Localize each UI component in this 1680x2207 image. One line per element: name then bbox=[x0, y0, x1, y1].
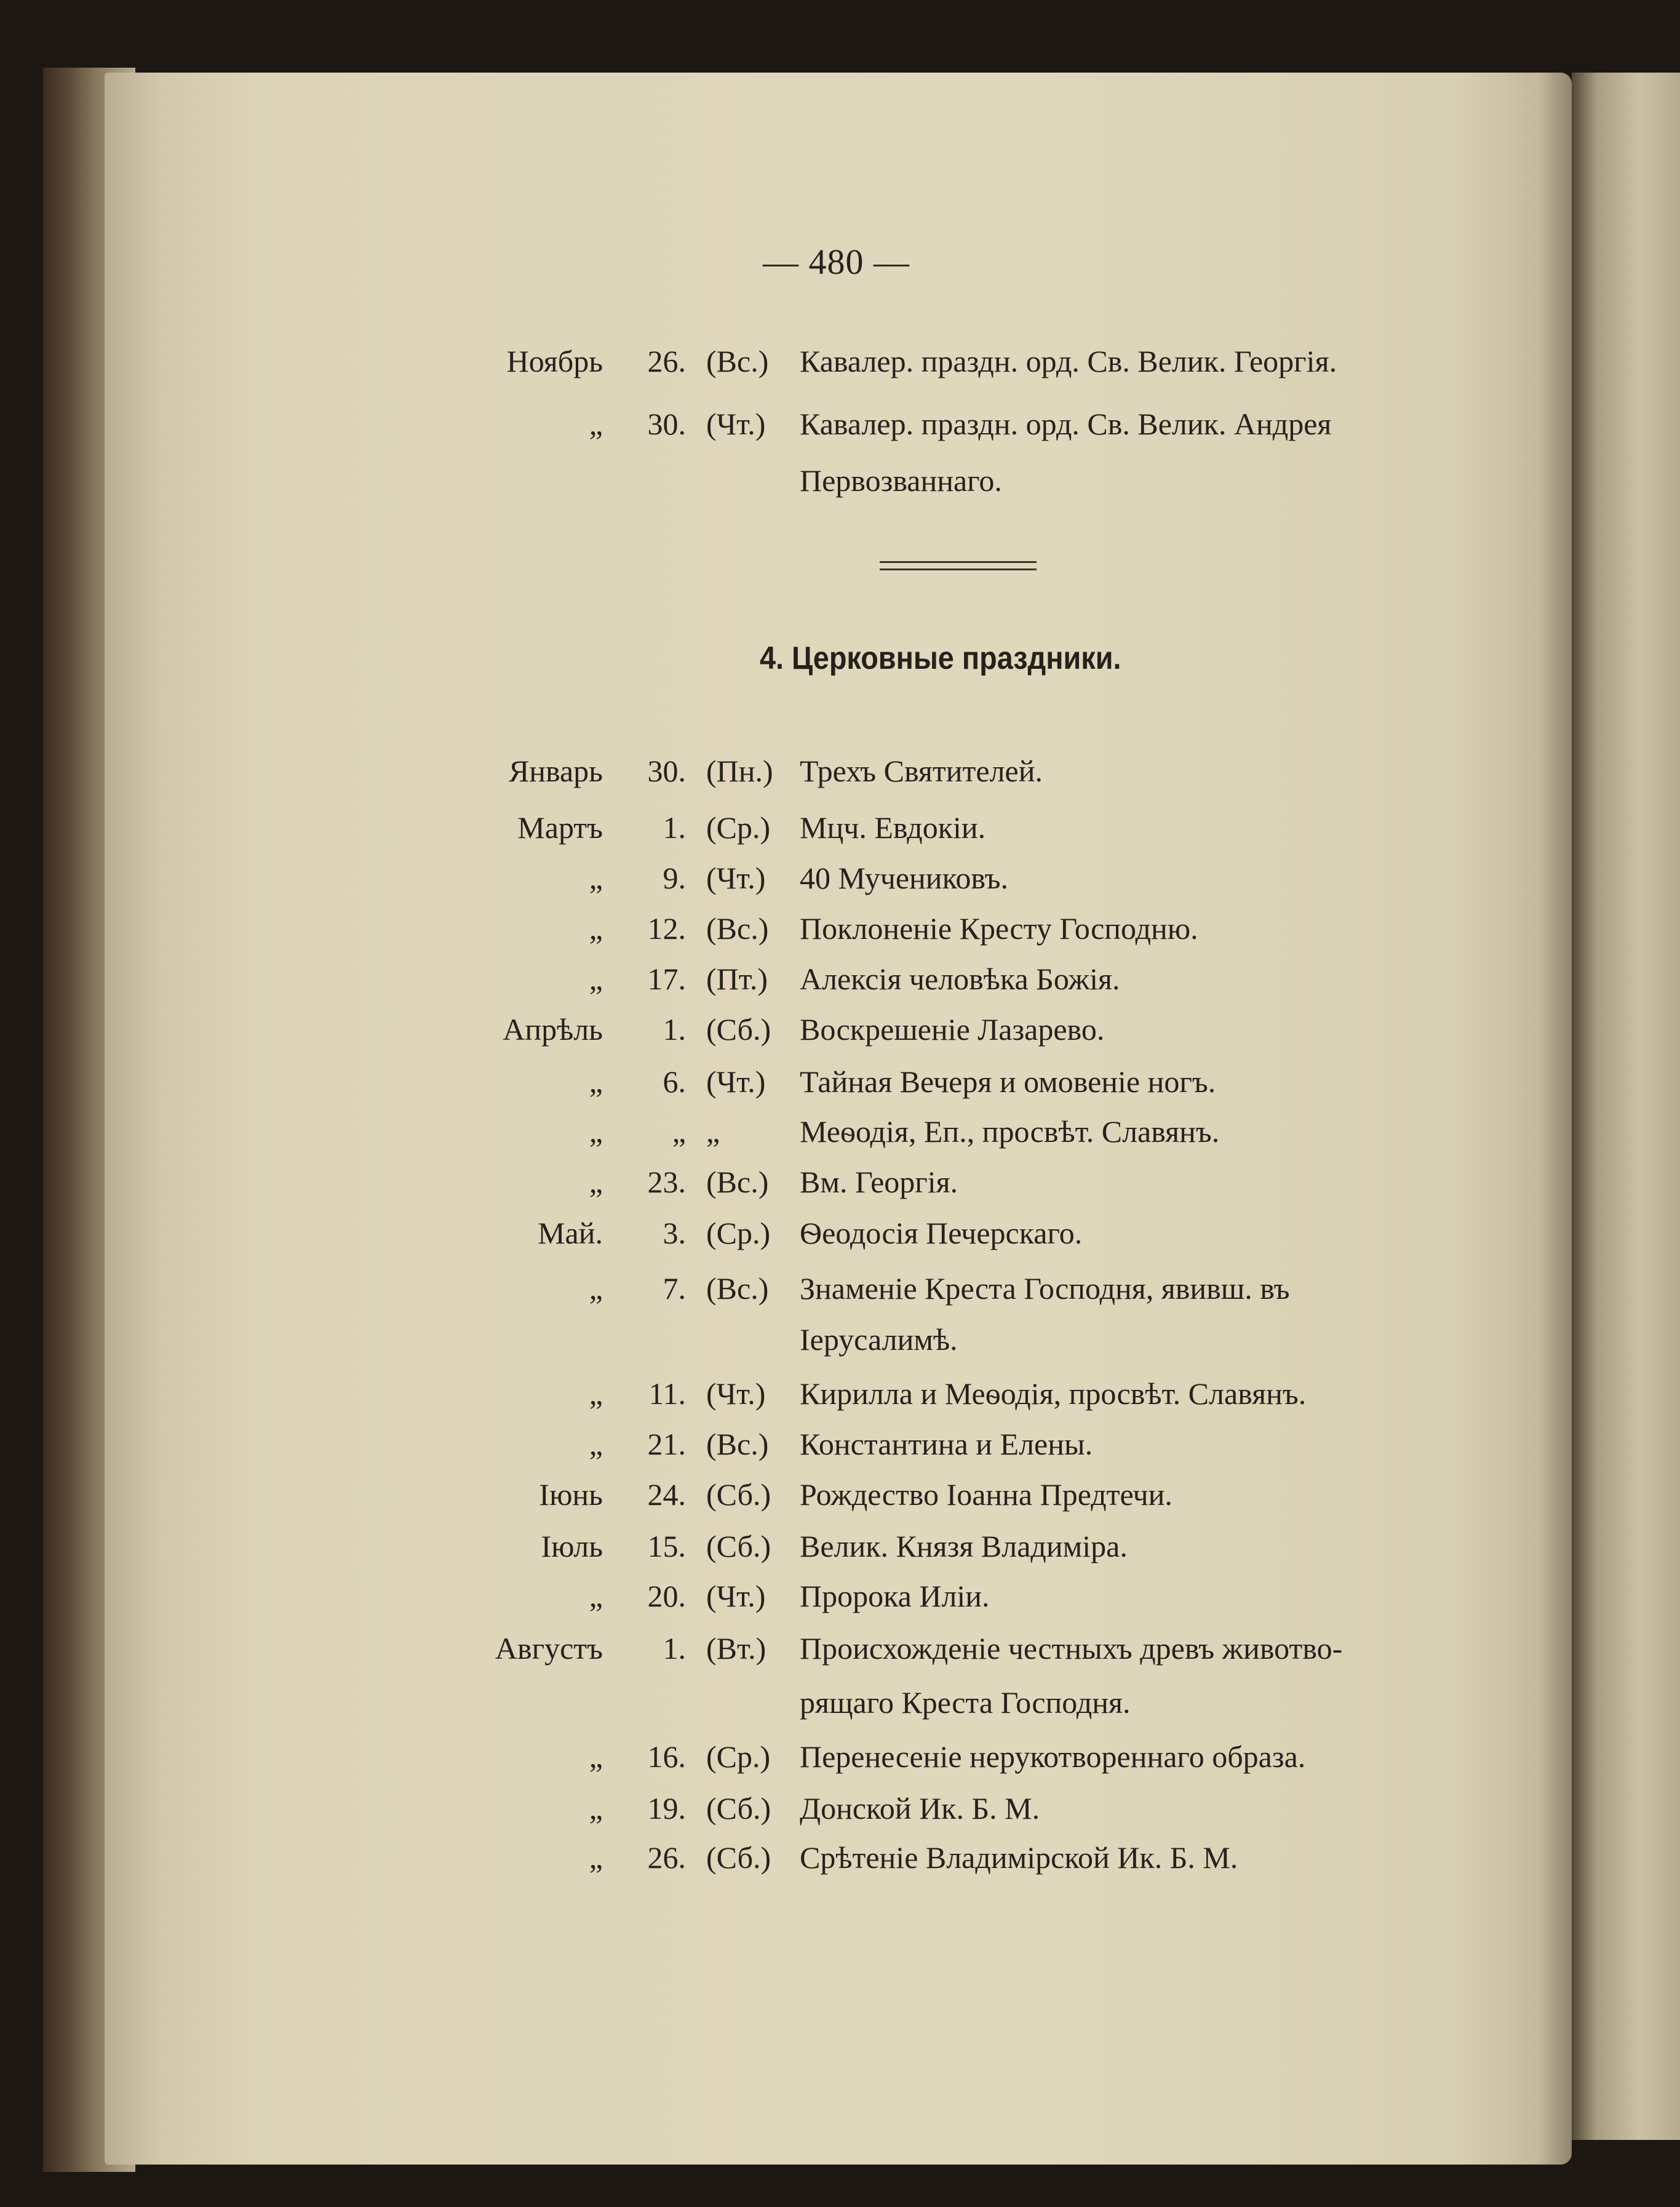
entry-month: Мартъ bbox=[517, 810, 603, 845]
entry-date: 24. bbox=[647, 1477, 686, 1512]
entry-weekday: (Сб.) bbox=[706, 1477, 771, 1512]
entry-text: Происхожденіе честныхъ древъ животво- bbox=[800, 1631, 1343, 1666]
entry-weekday: (Ср.) bbox=[706, 1739, 771, 1774]
list-item bbox=[0, 406, 1680, 461]
entry-date: 30. bbox=[647, 754, 686, 788]
list-item bbox=[0, 810, 1680, 865]
entry-text: Меѳодія, Еп., просвѣт. Славянъ. bbox=[800, 1114, 1220, 1149]
entry-weekday: (Сб.) bbox=[706, 1529, 771, 1563]
list-item bbox=[0, 1012, 1680, 1067]
entry-date: 7. bbox=[663, 1271, 686, 1306]
entry-weekday: (Чт.) bbox=[706, 861, 766, 895]
list-item bbox=[0, 961, 1680, 1016]
entry-weekday: (Вс.) bbox=[706, 911, 769, 946]
entry-month: „ bbox=[589, 1114, 603, 1149]
entry-text: 40 Мучениковъ. bbox=[800, 861, 1009, 895]
list-item bbox=[0, 1376, 1680, 1431]
entry-weekday: (Чт.) bbox=[706, 407, 766, 441]
section-divider bbox=[880, 561, 1037, 570]
entry-text: Поклоненіе Кресту Господню. bbox=[800, 911, 1198, 946]
entry-date: 26. bbox=[647, 1840, 686, 1875]
list-item bbox=[0, 1064, 1680, 1119]
list-item bbox=[0, 1790, 1680, 1846]
entry-month: „ bbox=[589, 911, 603, 946]
entry-date: 26. bbox=[647, 344, 686, 378]
entry-weekday: (Ср.) bbox=[706, 810, 771, 845]
entry-month: „ bbox=[589, 1579, 603, 1613]
list-item bbox=[0, 1271, 1680, 1326]
entry-text: Вм. Георгія. bbox=[800, 1165, 958, 1199]
entry-weekday: (Чт.) bbox=[706, 1579, 766, 1613]
entry-date: 3. bbox=[663, 1216, 686, 1250]
entry-month: Іюль bbox=[541, 1529, 603, 1563]
entry-weekday: (Пн.) bbox=[706, 754, 773, 788]
entry-date: „ bbox=[672, 1114, 686, 1149]
entry-weekday: (Чт.) bbox=[706, 1376, 766, 1411]
entry-weekday: (Пт.) bbox=[706, 962, 768, 996]
entry-month: „ bbox=[589, 1791, 603, 1826]
entry-text: Алексія человѣка Божія. bbox=[800, 962, 1120, 996]
entry-date: 20. bbox=[647, 1579, 686, 1613]
list-item bbox=[0, 343, 1680, 399]
entry-date: 9. bbox=[663, 861, 686, 895]
entry-weekday: (Чт.) bbox=[706, 1064, 766, 1099]
entry-date: 11. bbox=[648, 1376, 686, 1411]
entry-weekday: (Вс.) bbox=[706, 1427, 769, 1461]
entry-date: 15. bbox=[647, 1529, 686, 1563]
page-number: — 480 — bbox=[763, 242, 910, 282]
entry-text: Константина и Елены. bbox=[800, 1427, 1093, 1461]
entry-month: „ bbox=[589, 861, 603, 895]
entry-weekday: (Сб.) bbox=[706, 1840, 771, 1875]
entry-date: 30. bbox=[647, 407, 686, 441]
list-item bbox=[0, 1215, 1680, 1271]
entry-month: „ bbox=[589, 1165, 603, 1199]
entry-month: Апрѣль bbox=[503, 1012, 603, 1047]
entry-date: 17. bbox=[647, 962, 686, 996]
entry-text: Трехъ Святителей. bbox=[800, 754, 1043, 788]
entry-month: Май. bbox=[538, 1216, 603, 1250]
entry-text: Перенесеніе нерукотвореннаго образа. bbox=[800, 1739, 1306, 1774]
entry-month: „ bbox=[589, 1427, 603, 1461]
entry-month: Августъ bbox=[495, 1631, 603, 1666]
list-item bbox=[0, 1114, 1680, 1169]
entry-weekday: (Вс.) bbox=[706, 1165, 769, 1199]
entry-weekday: (Сб.) bbox=[706, 1012, 771, 1047]
entry-date: 19. bbox=[647, 1791, 686, 1826]
entry-date: 1. bbox=[663, 1012, 686, 1047]
entry-month: „ bbox=[589, 1739, 603, 1774]
list-item bbox=[0, 1739, 1680, 1794]
entry-date: 12. bbox=[647, 911, 686, 946]
list-item bbox=[0, 1164, 1680, 1219]
entry-weekday: (Вс.) bbox=[706, 344, 769, 378]
entry-weekday: (Сб.) bbox=[706, 1791, 771, 1826]
entry-month: Іюнь bbox=[539, 1477, 603, 1512]
entry-text: Воскрешеніе Лазарево. bbox=[800, 1012, 1105, 1047]
list-item bbox=[0, 1578, 1680, 1634]
entry-weekday: (Вт.) bbox=[706, 1631, 766, 1666]
list-item bbox=[0, 753, 1680, 808]
entry-text: Кирилла и Меѳодія, просвѣт. Славянъ. bbox=[800, 1376, 1307, 1411]
entry-text: Кавалер. праздн. орд. Св. Велик. Андрея bbox=[800, 407, 1332, 441]
entry-text: Рождество Іоанна Предтечи. bbox=[800, 1477, 1172, 1512]
entry-date: 23. bbox=[647, 1165, 686, 1199]
entry-weekday: (Вс.) bbox=[706, 1271, 769, 1306]
entry-month: „ bbox=[589, 1840, 603, 1875]
entry-text: Кавалер. праздн. орд. Св. Велик. Георгія. bbox=[800, 344, 1337, 378]
entry-month: Январь bbox=[508, 754, 603, 788]
entry-month: „ bbox=[589, 1271, 603, 1306]
entry-text: Тайная Вечеря и омовеніе ногъ. bbox=[800, 1064, 1216, 1099]
entry-date: 6. bbox=[663, 1064, 686, 1099]
entry-text: Пророка Иліи. bbox=[800, 1579, 990, 1613]
entry-date: 16. bbox=[647, 1739, 686, 1774]
list-item bbox=[0, 1630, 1680, 1686]
entry-month: „ bbox=[589, 1064, 603, 1099]
entry-month: „ bbox=[589, 1376, 603, 1411]
entry-date: 21. bbox=[647, 1427, 686, 1461]
entry-weekday: „ bbox=[706, 1114, 720, 1149]
list-item bbox=[0, 1840, 1680, 1895]
entry-text: Ѳеодосія Печерскаго. bbox=[800, 1216, 1083, 1250]
list-item bbox=[0, 860, 1680, 916]
entry-text-continuation: Іерусалимѣ. bbox=[800, 1322, 958, 1357]
entry-month: Ноябрь bbox=[506, 344, 603, 378]
list-item bbox=[0, 911, 1680, 966]
list-item bbox=[0, 1426, 1680, 1482]
entry-text: Донской Ик. Б. М. bbox=[800, 1791, 1040, 1826]
entry-month: „ bbox=[589, 962, 603, 996]
entry-month: „ bbox=[589, 407, 603, 441]
entry-weekday: (Ср.) bbox=[706, 1216, 771, 1250]
entry-text-continuation: рящаго Креста Господня. bbox=[800, 1685, 1131, 1720]
entry-text-continuation: Первозваннаго. bbox=[800, 463, 1002, 498]
list-item bbox=[0, 1477, 1680, 1532]
entry-text: Мцч. Евдокіи. bbox=[800, 810, 986, 845]
list-item bbox=[0, 1528, 1680, 1584]
entry-text: Срѣтеніе Владимірской Ик. Б. М. bbox=[800, 1840, 1238, 1875]
entry-date: 1. bbox=[663, 810, 686, 845]
entry-text: Знаменіе Креста Господня, явивш. въ bbox=[800, 1271, 1290, 1306]
entry-date: 1. bbox=[663, 1631, 686, 1666]
section-heading: 4. Церковные праздники. bbox=[760, 641, 1121, 676]
entry-text: Велик. Князя Владиміра. bbox=[800, 1529, 1128, 1563]
